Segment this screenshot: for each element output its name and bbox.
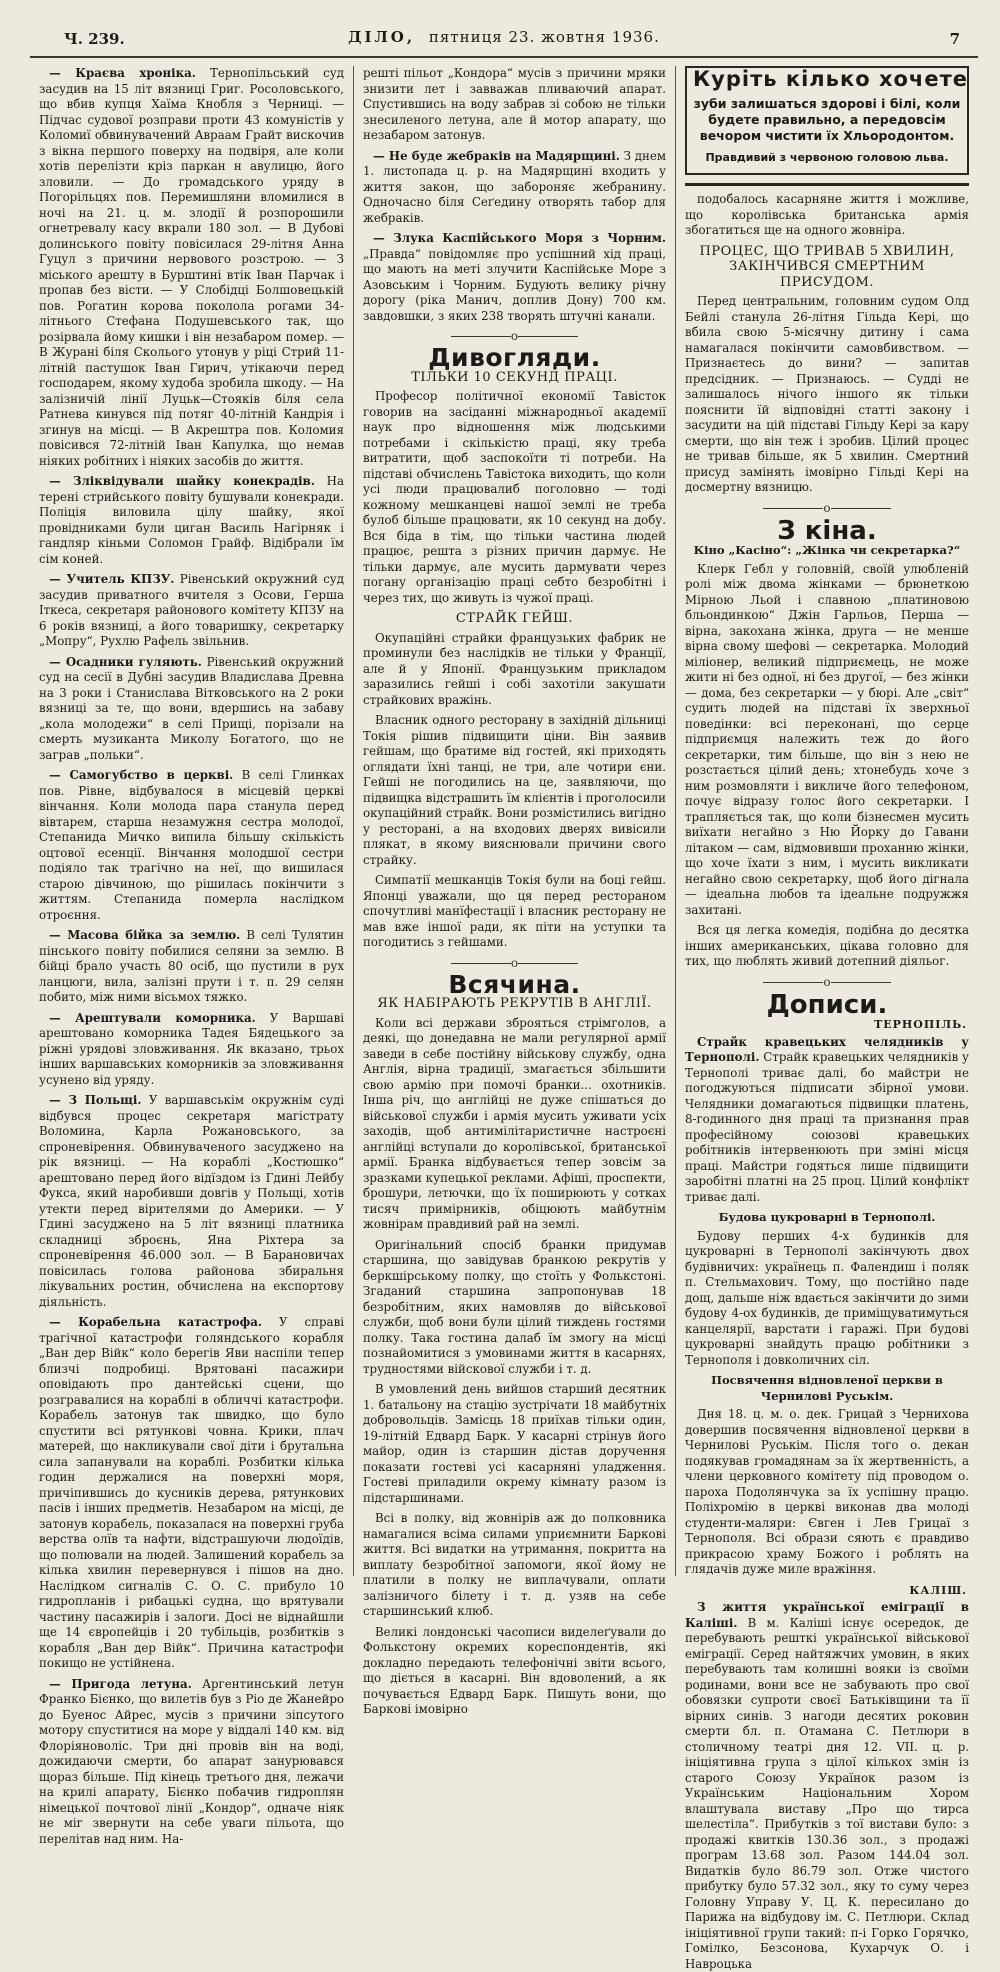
news-item-title: — Арештували коморника. — [49, 1010, 256, 1025]
news-item-title: — Корабельна катастрофа. — [49, 1315, 263, 1329]
news-item — [39, 768, 344, 923]
article-text: Перед центральним, головним судом Олд Бейлі станула 26-літня Гільда Кері, що вбила свою 5-місячну дитину і сама намагалася покінчити самовбивством. — Признаєтесь до вини? — запитав предсідник. — Признаюсь. — Судді не залишалось нічого іншого як тільки пояснити їй відповідні статті закону і засудити на цій підставі Гільду Кері за кару смерти, що він теж і зробив. Цілий процес не тривав більше, як 5 хвилин. Смертний присуд замінять імовірно Гільді Кері на досмертну вязницю. — [685, 294, 969, 494]
article-title: ТІЛЬКИ 10 СЕКУНД ПРАЦІ. — [411, 369, 618, 385]
news-item-text: Рівенський окружний суд на сесії в Дубні засудив Владислава Древна на 3 роки і Станислава Вітковського на 2 роки вязниці за те, що вони, вдершись на забаву „кола молодежи“ в селі Прищі, порізали на смерть музиканта Миколу Богатого, що не заграв „польки“. — [39, 654, 345, 762]
news-item-title: — З Польщі. — [49, 1093, 142, 1107]
article-title: ЯК НАБІРАЮТЬ РЕКРУТІВ В АНГЛІЇ. — [377, 996, 652, 1011]
section-title-curiosities: Дивогляди. — [428, 343, 601, 372]
article-paragraph: Оригінальний спосіб бранки придумав старшина, що завідував бранкою рекрутів у беркшірському полку, що стоїть у Фолькстоні. Згаданий старшина запропонував 18 безробітним, яких намовляв до військової служби, щоб вони були цілий тиждень гостями полку. Така гостина далаб їм змогу на місці познайомитися з умовинами життя в касарнях, трудностями війскової служби і т. д. — [363, 1237, 666, 1376]
report — [685, 1600, 969, 1972]
news-item-text: „Правда“ повідомляє про успішний хід праці, що мають на меті злучити Каспійське Море з Азовським і Чорним. Будують велику річну дорогу (ріка Манич, доплив Дону) 700 км. завдовшки, з яких 238 творять штучні канали. — [363, 246, 666, 323]
report-title: Будова цукроварні в Тернополі. — [718, 1210, 936, 1224]
report-text: Будову перших 4-х будинків для цукроварні в Тернополі закінчують двох будівничих: українець п. Фалендиш і поляк п. Стельмахович. Тому, що постійно паде дощ, дальше ніж вдається закінчити до зими будову 4-ох будинків, де приміщуватимуться канцелярії, варстати і гаражі. При будові цукроварні знайдуть працю робітники з Тернополя і довколичних сіл. — [685, 1228, 969, 1367]
article-title: СТРАЙК ГЕЙШ. — [455, 611, 574, 626]
ad-text: зуби залишаться здорові і білі, коли будете правильно, а передовсім вечором чистити їх Хльородонтом. — [693, 95, 961, 143]
news-item-text: Аргентинський летун Франко Бієнко, що вилетів був з Ріо де Жанейро до Буенос Айрес, мусів з причини зіпсутого мотору спуститися на море у віддалі 140 км. від Флоріяноволіс. Три дні провів він на воді, дожидаючи смерти, бо апарат занурювався щораз більше. Під кінець третього дня, лежачи на крилі апарату, Бієнко побачив гидроплян німецької почтової лінії „Кондор“, одначе ніяк не міг звернути на себе уваги пільота, що перелітав над ним. На- — [39, 1676, 344, 1846]
news-item-title: — Краєва хроніка. — [49, 66, 196, 80]
column-1 — [30, 66, 354, 1846]
report-title: Страйк кравецьких челядників у Тернополі. — [685, 1034, 969, 1064]
report-text: В м. Каліші існує осередок, де перебувають решткі української військової еміграції. Серед найтяжчих умовин, в яких перебувають там колишні вояки із своїми родинами, вони все не забувають про свої обовязки супроти своєї Батьківщини та її вірних синів. З нагоди десятих роковин смерти бл. п. Отамана С. Петлюри в столичному театрі дня 12. VII. ц. р. ініціятивна група з цілої кількох змін із старого Союзу Українок разом із Українським Національним Хором влаштувала виставу „Про що тирса шелестіла“. Прибутків з тої вистави було: з продажі квитків 130.36 зол., з продажі програм 13.68 зол. Разом 144.04 зол. Видатків було 86.79 зол. Отже чистого прибутку було 57.32 зол., яку то суму через Головну Управу У. Ц. К. пересилано до Парижа на відбудову ім. С. Петлюри. Склад ініціятивної групи такий: п-і Горко Горячко, Гомілко, Безсонова, Кухарчук О. і Навроцька — [685, 1615, 969, 1971]
news-item-title: — Пригода летуна. — [49, 1676, 192, 1691]
news-item — [39, 1093, 344, 1310]
news-item-text: У варшавськім окружнім суді відбувся процес секретаря магістрату Воломина, Карла Рожановського, за спроневірення. Обвинуваченого засуджено на рік вязниці. — На кораблі „Костюшко“ арештовано перед його відїздом із Гдині Лейбу Фукса, який наробивши довгів у Польщі, хотів утекти перед вірителями до Америки. — У Гдині засуджено на 5 літ вязниці платника складниці зброєнь, Яна Ріхтера за спроневірення 46.000 зол. — В Барановичах повісилась голова районова збиральня лікувальних ростин, обчислена на експортову діяльність. — [39, 1093, 344, 1309]
location-heading: ТЕРНОПІЛЬ. — [874, 1018, 967, 1031]
news-item — [39, 66, 344, 469]
ad-footer: Правдивий з червоною головою льва. — [705, 150, 949, 164]
report-title: Посвячення відновленої церкви в Чернилові Руськім. — [711, 1373, 943, 1403]
section-divider: о — [685, 976, 969, 988]
continued-text: решті пільот „Кондора“ мусів з причини мряки знизити лет і завважав пливаючий апарат. Спустившись на воду забрав зі собою не тільки знесиленого летуна, але й мотор апарату, що незабаром затонув. — [363, 66, 666, 142]
column-3 — [676, 66, 978, 1971]
news-item-title: — Осадники гуляють. — [49, 654, 202, 669]
section-divider: о — [363, 957, 666, 969]
news-item-title: — Злука Каспійського Моря з Чорним. — [373, 231, 666, 245]
report — [685, 1035, 969, 1206]
section-title-cinema: З кіна. — [777, 515, 877, 546]
section-divider: о — [363, 330, 666, 342]
news-item — [39, 1677, 344, 1848]
ad-rule — [685, 183, 969, 186]
masthead — [30, 26, 978, 58]
news-item — [363, 149, 666, 227]
article-paragraph: Всі в полку, від жовнірів аж до полковника намагалися всіма силами уприємнити Баркові життя. Всі видатки на утримання, покритта на виплату безробітної запомоги, якої йому не платили в полку не виплачували, оплати залізничого білету і т. д. узяв на себе старшинський клюб. — [363, 1511, 666, 1618]
article-paragraph: Симпатії мешканців Токія були на боці гейш. Японці уважали, що ця перед рестораном спочутливі манїфестації і власник ресторану не мав вже іншої ради, як піти на уступки та погодитись з гейшами. — [363, 873, 666, 949]
ad-title: Куріть кілько хочете — [693, 67, 968, 91]
article-title: ПРОЦЕС, ЩО ТРИВАВ 5 ХВИЛИН, ЗАКІНЧИВСЯ СМЕРТНИМ ПРИСУДОМ. — [699, 243, 955, 290]
issue-date: пятниця 23. жовтня 1936. — [428, 28, 660, 46]
news-item-text: На терені стрийського повіту бушували конекради. Поліція виловила цілу шайку, якої провідниками були циган Василь Нагірняк і гандляр кіньми Соломон Грайф. Відібрали їм сім коней. — [39, 474, 344, 566]
news-item — [39, 474, 344, 567]
news-item-title: — Самогубство в церкві. — [49, 768, 234, 782]
report-text: Страйк кравецьких челядників у Тернополі триває далі, бо майстри не погоджуються підписати збірної умови. Челядники домагаються підвищки платень, 8-годинного дня праці та признання прав професійному союзові кравецьких робітників інтервенюють при зміні місця праці. Майстри годяться лише підвищити заробітні платні на 25 проц. Цілий конфлікт триває далі. — [685, 1050, 969, 1204]
news-item-text: В селі Тулятин пінського повіту побилися селяни за землю. В бійці брало участь 80 осіб, що пустили в рух ланцюги, вила, залізні прути і т. п. 29 селян побито, між ними вісьмох тяжко. — [39, 928, 344, 1004]
article-paragraph: Власник одного ресторану в західній дільниці Токія рішив підвищити ціни. Він заявив гейшам, що братиме від гостей, які приходять оглядати їхні танці, не три, але чотири єни. Гейші не погодились на це, заявляючи, що підвищка відстрашить їм клієнтів і проголосили окупаційний страйк. Вони розмістились вигідно у ресторані, а на входових дверях вивісили плякат, в якому вияснювали причини свого страйку. — [363, 713, 666, 867]
report-text: Дня 18. ц. м. о. дек. Грицай з Чернихова довершив посвячення відновленої церкви в Чернилові Руськім. Після того о. декан подякував громадянам за їх жертвенність, а члени церковного комітету під проводом о. пароха Подолянчука за їх успішну працю. Поліхромію в церкві виконав два молоді студенти-маляри: Євген і Лев Грицаї з Тернополя. Всі образи сяють є правдиво прикрасою храму Божого і роблять на глядачів дуже миле вражіння. — [685, 1407, 969, 1576]
news-item-title: — Зліквідували шайку конекрадів. — [49, 474, 315, 488]
news-item-text: У Варшаві арештовано коморника Тадея Бядецького за ріжні урядові зловживання. Як вказано, трьох інших варшавських коморників за зловживання усунено від уряду. — [39, 1010, 344, 1087]
news-item — [39, 655, 344, 764]
section-title-miscellany: Всячина. — [448, 969, 581, 999]
page-number: Ч. 239. — [64, 30, 125, 48]
news-item-text: У справі трагічної катастрофи голяндського корабля „Ван дер Війк“ коло берегів Яви наспіли тепер близчі подробиці. Врятовані пасажири оповідають про дантейські сцени, що розгравалися на кораблі в обличчі катастрофи. Корабель затонув так швидко, що було спустити всі рятункові човна. Крики, плач матерей, що накликували свої діти і брутальна сила запанували на кораблі. Розбитки кілька годин держалися на поверхні моря, причіпившись до кусників дерева, рятункових пасів і інших предметів. Незабаром на місці, де затонув корабель, показалася на поверхні груба верства олїв та нафти, відстрашуючи людоїдів, що полювали на людей. Залишений корабель за кілька хвилин перевернувся і пішов на дно. Наслідком сигналів С. О. С. прибуло 10 гидропланів і рибацькі судна, що врятували частину пасажирів і залоги. Досі не віднайшли ще 14 європейців і 20 тубільців, розбитків з корабля „Ван дер Війк“. Причина катастрофи покищо не устійнена. — [39, 1315, 344, 1670]
section-divider: о — [685, 502, 969, 514]
news-item — [363, 231, 666, 324]
location-heading: КАЛІШ. — [909, 1583, 967, 1597]
article-paragraph: В умовлений день вийшов старший десятник 1. батальону на стацію зустрічати 18 майбутніх добровольців. Замісць 18 приїхав тільки один, 19-літній Едвард Барк. У касарні стрінув його майор, один із старшин дістав доручення показати гостеві усі касарняні уладження. Гостеві приладили окрему кімнату разом із підстаршинами. — [363, 1382, 666, 1505]
advertisement — [685, 66, 969, 175]
article-text: Професор політичної економії Тавісток говорив на засіданні міжнародньої академії наук про відношення між людськими потребами і скількістю праці, яку треба витратити, щоб заспокоїти ті потреби. На підставі обчислень Тавістока виходить, що коли усі люди працювалиб поголовно — тоді кожному мешканцеві нашої землі не треба булоб більше працювати, як 10 секунд на добу. Вся біда в тім, що тільки частина людей працює, решта з різних причин дармує. Не тільки дармує, але мусить дармувати через погану організацію праці себто безробітні і через тих, що живуть із чужої праці. — [363, 389, 666, 605]
masthead-title — [30, 28, 978, 46]
article-paragraph: Клерк Гебл у головній, своїй улюбленій ролі між двома жінками — брюнеткою Мірною Льой і славною „платиновою бльондинкою“ Джін Гарльов, Перша — вірна, закохана жінка, друга — не менше вірна свому шефові — секретарка. Молодий міліонер, великий підприємець, не може жити ні без одної, ні без другої, — без жінки — дома, без секретарки — у бюрі. Але „світ“ судить людей на підставі їх зверхньої поведінки: всі переконані, що серце підприємця належить теж до його секретарки, тим більше, що він з нею не розстається цілий день; хтонебудь хоче з ним розмовляти і викличе його телефоном, почує відразу голос його секретарки. І трапляється так, що коли бізнесмен мусить виїхати негайно з Ню Йорку до Гавани літаком — сам, відмовивши проханню жінки, що хоче їхати з ним, і мусить викликати негайно свою секретарку, щоб його дігнала — ідеальна любов та ідеальне подружжя захитані. — [685, 561, 969, 917]
article-title: Кіно „Касіно“: „Жінка чи секретарка?“ — [693, 543, 961, 557]
article-paragraph: Коли всі держави зброяться стрімголов, а деякі, що донедавна не мали регулярної армії заведи в себе постійну військову службу, одна Англія, вірна традиції, змагається збільшити свою армію при помочі бранки... охотників. Інша річ, що англійці не дуже спішаться до військової служби і армія мусить уживати усіх заходів, щоб антимілітаристичне настроєні англійці вступали до королівської, британської армії. Бранка відбувається тепер зовсім за зразками купецької реклами. Афіші, проспекти, брошури, летючки, що їх поширюють у сотках тисяч примірників, обіцюють майбутнім жовнірам правдивий рай на землі. — [363, 1015, 666, 1231]
article-paragraph: Окупаційні страйки французьких фабрик не проминули без наслідків не тільки у Франції, але й у Японії. Французьким прикладом заразились гейші і собі захотіли закушати страйкових вражінь. — [363, 630, 666, 707]
report-title: З життя української еміграції в Каліші. — [685, 1600, 969, 1630]
page-number-right: 7 — [949, 30, 960, 48]
news-item-text: Рівенський окружний суд засудив приватного вчителя з Осови, Герша Іткеса, секретаря районового комітету КПЗУ на 6 років вязниці, а його товаришку, секретарку „Мопру“, Рухлю Рафель звільнив. — [39, 572, 345, 648]
columns — [30, 66, 978, 1971]
column-2 — [354, 66, 676, 1716]
news-item — [39, 572, 344, 650]
section-title-reports: Дописи. — [766, 989, 888, 1020]
news-item — [39, 1315, 344, 1672]
article-paragraph: Великі лондонські часописи виделеґували до Фолькстону окремих кореспондентів, які докладно передають телефонічні звіти всього, що діється в касарні. Він вдоволений, а як почувається Едвард Барк. Пишуть вони, що Баркові імовірно — [363, 1624, 666, 1716]
news-item-title: — Масова бійка за землю. — [49, 928, 241, 942]
news-item-title: — Не буде жебраків на Мадярщині. — [373, 148, 620, 163]
paper-name: ДІЛО, — [348, 28, 416, 46]
news-item-title: — Учитель КПЗУ. — [49, 572, 175, 586]
continued-text: подобалось касарняне життя і можливе, що королівська британська армія збогатиться ще на одного жовніра. — [685, 192, 969, 237]
article-paragraph: Вся ця легка комедія, подібна до десятка інших американських, цікава головно для тих, що люблять живий дотепний діяльог. — [685, 923, 969, 968]
news-item-text: Тернопільський суд засудив на 15 літ вязниці Григ. Росоловського, що вбив купця Хаїма Кнобля з Черниці. — Підчас судової розправи проти 43 комуністів у Коломиї обвинувачений Авраам Грайт вискочив з вікна першого поверху на подвіря, але коли хотів перелізти кріз паркан н авулицю, його зловили. — До громадського уряду в Погорільцях пов. Перемишляни вломилися в ночі на 21. ц. м. злодії й розпорошили огнетревалу касу вкрали 180 зол. — В Дубові долинського повіту повісилася 29-літня Анна Гуцул з причини нервового розстрою. — З міського арешту в Бурштині втік Іван Парчак і пропав без вісти. — У Слобідці Болшовецькій пов. Рогатин корова поколола рогами 34-літнього Стефана Подушевського так, що розірвала йому кишки і він незабаром помер. — В Журані біля Сколього утонув у ріці Стрий 11-літній пастушок Іван Гирич, утікаючи перед господарем, якому худоба зробила шкоду. — На залізничій лінії Луцьк—Стояків біля села Ратнева кинувся під потяг 40-літній Кандрія і згинув на місці. — В Акрештра пов. Коломия повісився 72-літній Іван Капулка, що немав ніяких робітних і ніяких засобів до життя. — [39, 66, 344, 468]
news-item — [39, 928, 344, 1006]
news-item-text: З днем 1. листопада ц. р. на Мадярщині входить у життя закон, що забороняє жебранину. Одночасно біля Сеґедину отворять табор для жебраків. — [363, 148, 666, 225]
news-item — [39, 1011, 344, 1089]
news-item-text: В селі Глинках пов. Рівне, відбувалося в місцевій церкві вінчання. Коли молода пара станула перед вівтарем, старша незамужня сестра молодої, Степанида Мичко випила більшу скількість оцтової есенції. Вінчання молодшої сестри подіяло так трагічно на неї, що вишилася старою дівчиною, що рішилась покінчити з життям. Степанида померла наслідком отроєння. — [39, 768, 344, 922]
